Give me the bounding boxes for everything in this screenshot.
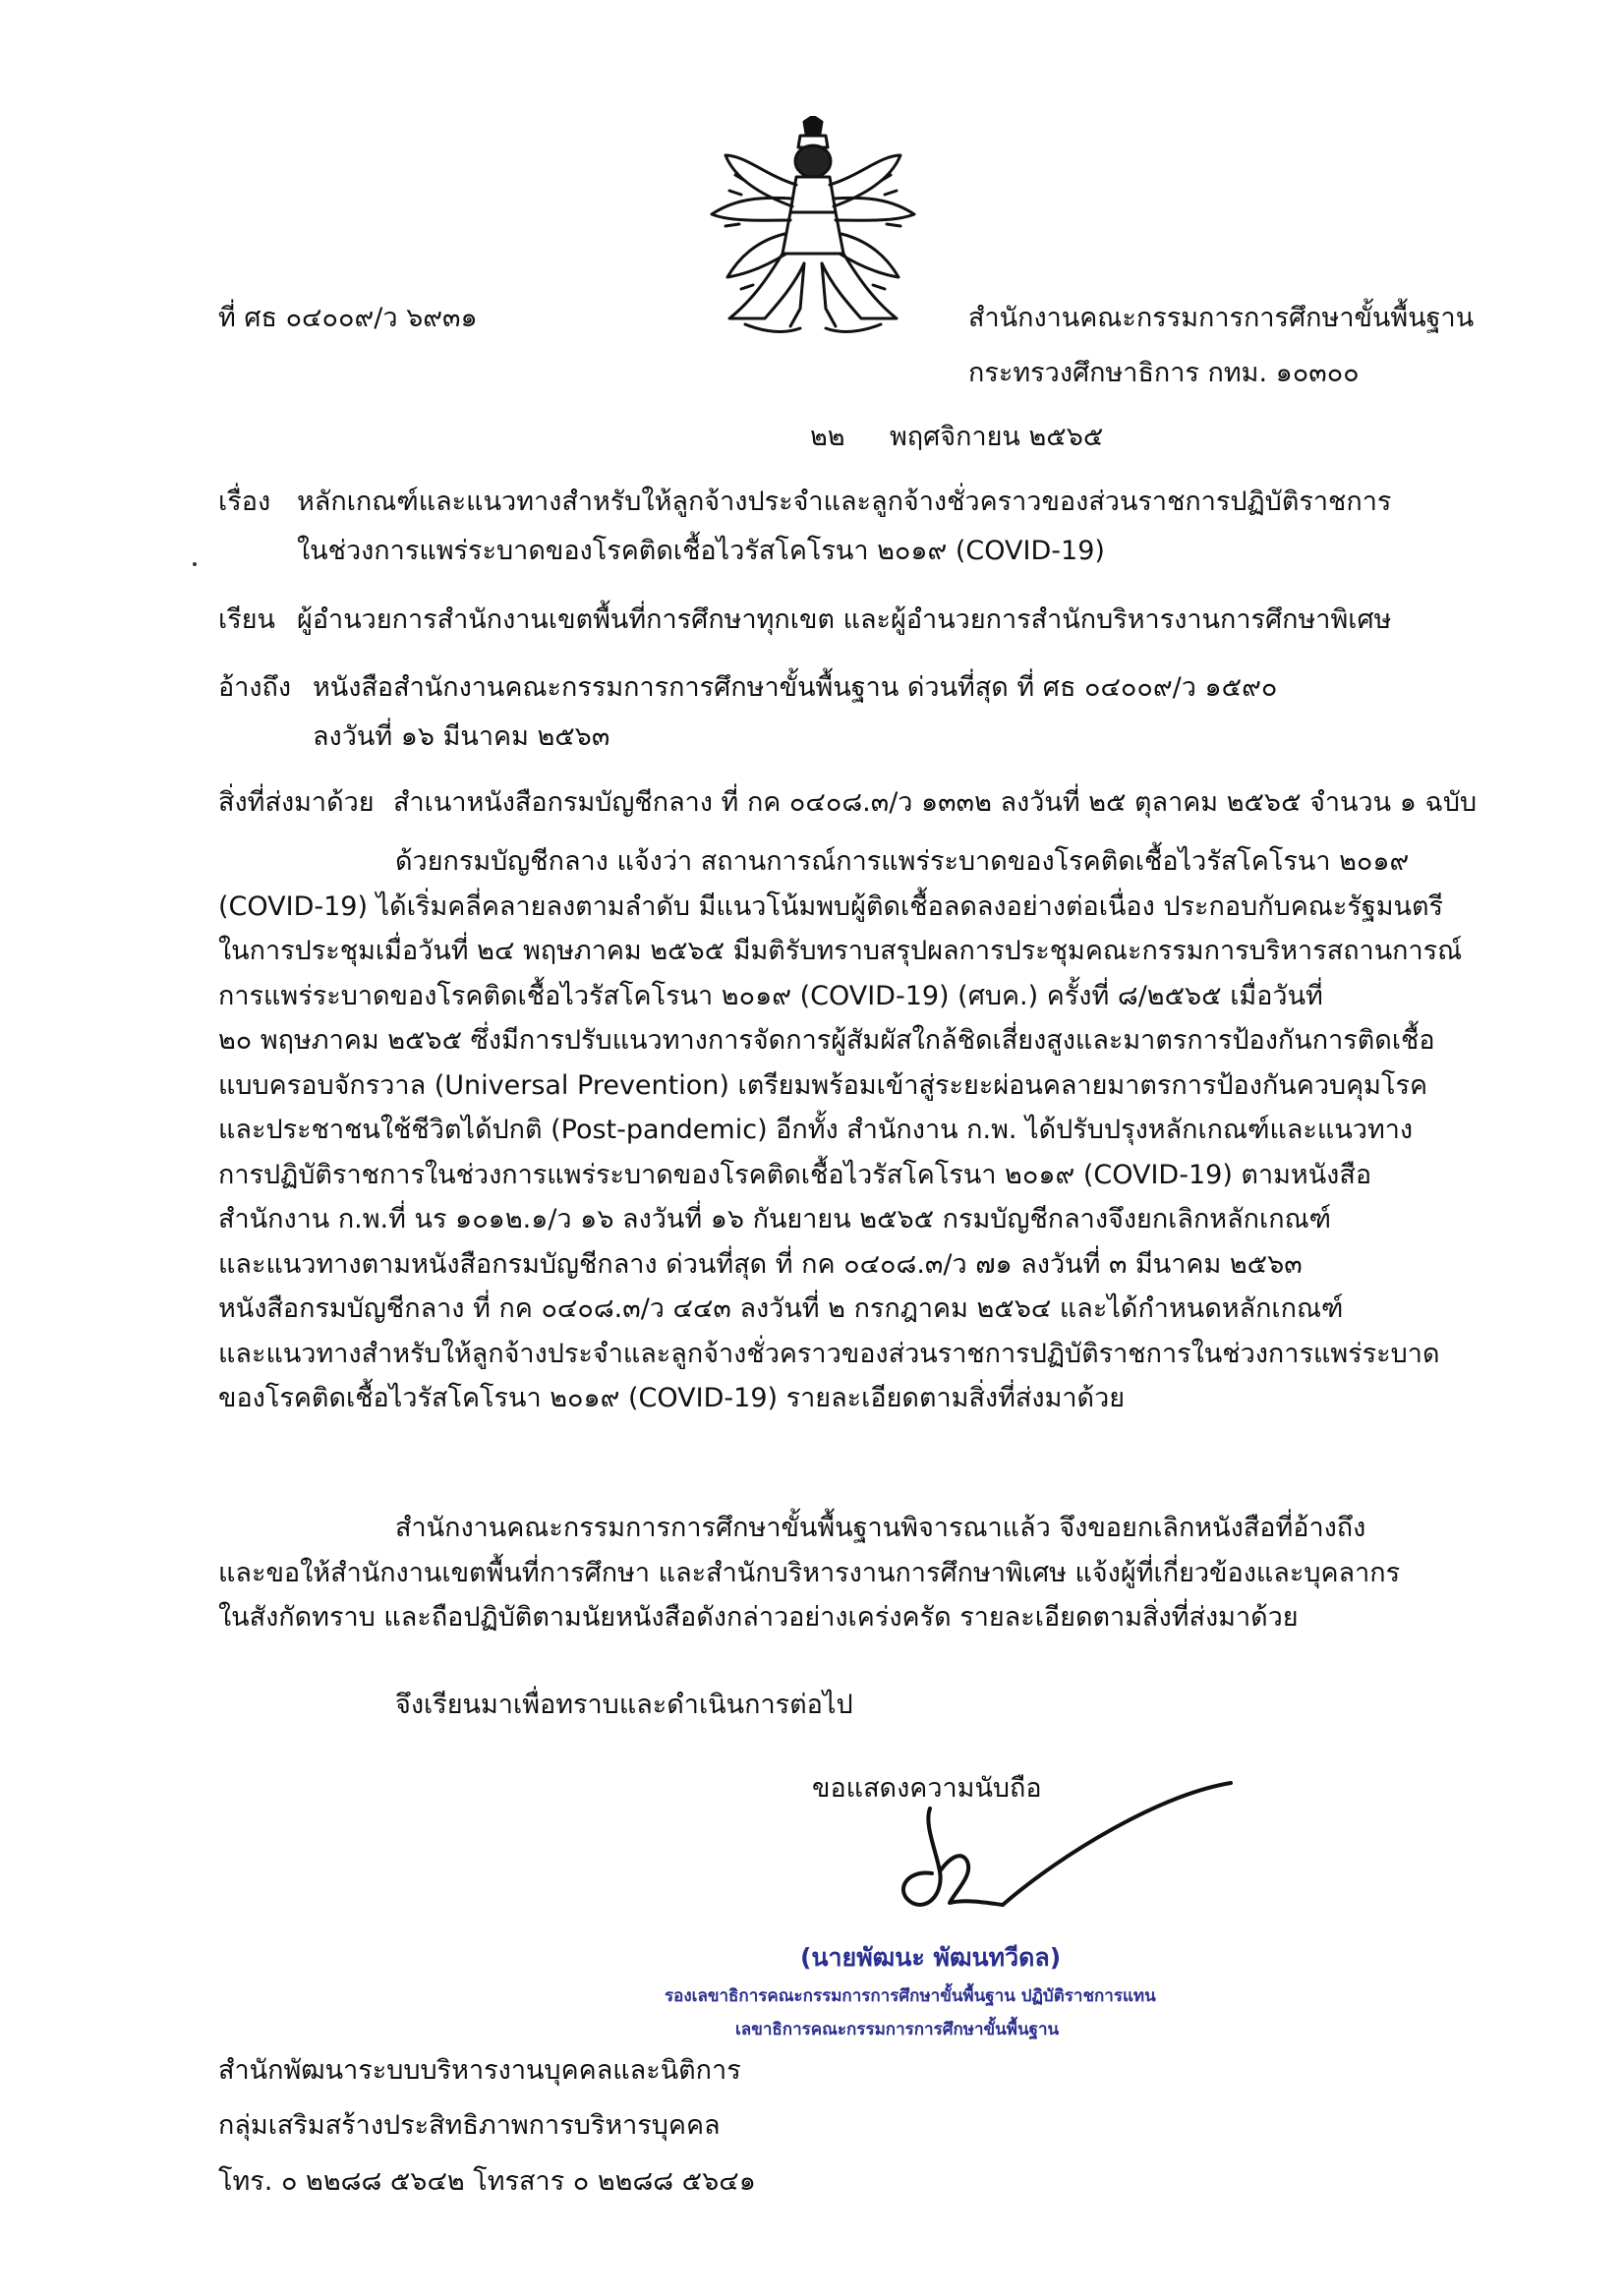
body-line: หนังสือกรมบัญชีกลาง ที่ กค ๐๔๐๘.๓/ว ๔๔๓ ลงวันที่ ๒ กรกฎาคม ๒๕๖๔ และได้กำหนดหลักเกณฑ์ — [218, 1293, 1344, 1324]
subject-line-2: ในช่วงการแพร่ระบาดของโรคติดเชื้อไวรัสโคโรนา ๒๐๑๙ (COVID-19) — [297, 536, 1105, 566]
reference-line-2: ลงวันที่ ๑๖ มีนาคม ๒๕๖๓ — [313, 721, 610, 752]
date-day: ๒๒ — [810, 422, 845, 452]
signatory-position-1: รองเลขาธิการคณะกรรมการการศึกษาขั้นพื้นฐาน ปฏิบัติราชการแทน — [665, 1986, 1156, 2006]
subject-line-1: หลักเกณฑ์และแนวทางสำหรับให้ลูกจ้างประจำและลูกจ้างชั่วคราวของส่วนราชการปฏิบัติราชการ — [297, 487, 1392, 517]
addressee-label: เรียน — [218, 604, 276, 635]
stray-mark — [193, 562, 197, 566]
document-number: ที่ ศธ ๐๔๐๐๙/ว ๖๙๓๑ — [218, 303, 478, 333]
handwritten-signature — [865, 1755, 1239, 1923]
footer-office: สำนักพัฒนาระบบบริหารงานบุคคลและนิติการ — [218, 2055, 741, 2086]
body-line: และขอให้สำนักงานเขตพื้นที่การศึกษา และสำนักบริหารงานการศึกษาพิเศษ แจ้งผู้ที่เกี่ยวข้องและบุคลากร — [218, 1557, 1401, 1588]
enclosure-label: สิ่งที่ส่งมาด้วย — [218, 787, 375, 818]
body-line: การปฏิบัติราชการในช่วงการแพร่ระบาดของโรคติดเชื้อไวรัสโคโรนา ๒๐๑๙ (COVID-19) ตามหนังสือ — [218, 1159, 1372, 1190]
date-month-year: พฤศจิกายน ๒๕๖๕ — [890, 422, 1104, 452]
body-paragraph-1 — [218, 839, 1462, 1421]
issuer-name: สำนักงานคณะกรรมการการศึกษาขั้นพื้นฐาน — [968, 303, 1475, 333]
salutation: ขอแสดงความนับถือ — [812, 1773, 1042, 1804]
addressee-text: ผู้อำนวยการสำนักงานเขตพื้นที่การศึกษาทุกเขต และผู้อำนวยการสำนักบริหารงานการศึกษาพิเศษ — [297, 604, 1392, 635]
closing-sentence: จึงเรียนมาเพื่อทราบและดำเนินการต่อไป — [395, 1690, 853, 1720]
enclosure-text: สำเนาหนังสือกรมบัญชีกลาง ที่ กค ๐๔๐๘.๓/ว ๑๓๓๒ ลงวันที่ ๒๕ ตุลาคม ๒๕๖๕ จำนวน ๑ ฉบับ — [393, 787, 1478, 818]
garuda-emblem-icon — [706, 116, 920, 338]
footer-group: กลุ่มเสริมสร้างประสิทธิภาพการบริหารบุคคล — [218, 2110, 721, 2141]
body-line: ของโรคติดเชื้อไวรัสโคโรนา ๒๐๑๙ (COVID-19) รายละเอียดตามสิ่งที่ส่งมาด้วย — [218, 1383, 1126, 1413]
issuer-address: กระทรวงศึกษาธิการ กทม. ๑๐๓๐๐ — [968, 358, 1360, 388]
signatory-position-2: เลขาธิการคณะกรรมการการศึกษาขั้นพื้นฐาน — [735, 2020, 1060, 2039]
body-line: ๒๐ พฤษภาคม ๒๕๖๕ ซึ่งมีการปรับแนวทางการจัดการผู้สัมผัสใกล้ชิดเสี่ยงสูงและมาตรการป้องกันการติดเชื้อ — [218, 1025, 1435, 1056]
subject-label: เรื่อง — [218, 487, 271, 517]
body-line: สำนักงานคณะกรรมการการศึกษาขั้นพื้นฐานพิจารณาแล้ว จึงขอยกเลิกหนังสือที่อ้างถึง — [395, 1513, 1366, 1543]
body-line: และประชาชนใช้ชีวิตได้ปกติ (Post-pandemic) อีกทั้ง สำนักงาน ก.พ. ได้ปรับปรุงหลักเกณฑ์และแนวทาง — [218, 1115, 1414, 1145]
body-line: สำนักงาน ก.พ.ที่ นร ๑๐๑๒.๑/ว ๑๖ ลงวันที่ ๑๖ กันยายน ๒๕๖๕ กรมบัญชีกลางจึงยกเลิกหลักเกณฑ์ — [218, 1204, 1332, 1234]
body-line: และแนวทางสำหรับให้ลูกจ้างประจำและลูกจ้างชั่วคราวของส่วนราชการปฏิบัติราชการในช่วงการแพร่ระบาด — [218, 1338, 1440, 1369]
reference-label: อ้างถึง — [218, 672, 292, 703]
body-line: ในการประชุมเมื่อวันที่ ๒๔ พฤษภาคม ๒๕๖๕ มีมติรับทราบสรุปผลการประชุมคณะกรรมการบริหารสถานการณ์ — [218, 936, 1463, 966]
footer-contact: โทร. ๐ ๒๒๘๘ ๕๖๔๒ โทรสาร ๐ ๒๒๘๘ ๕๖๔๑ — [218, 2166, 756, 2197]
body-line: (COVID-19) ได้เริ่มคลี่คลายลงตามลำดับ มีแนวโน้มพบผู้ติดเชื้อลดลงอย่างต่อเนื่อง ประกอบกับคณะรัฐมนตรี — [218, 890, 1444, 922]
signatory-name: (นายพัฒนะ พัฒนทวีดล) — [800, 1943, 1062, 1972]
body-line: แบบครอบจักรวาล (Universal Prevention) เตรียมพร้อมเข้าสู่ระยะผ่อนคลายมาตรการป้องกันควบคุมโรค — [218, 1069, 1428, 1101]
body-line: และแนวทางตามหนังสือกรมบัญชีกลาง ด่วนที่สุด ที่ กค ๐๔๐๘.๓/ว ๗๑ ลงวันที่ ๓ มีนาคม ๒๕๖๓ — [218, 1248, 1303, 1280]
reference-line-1: หนังสือสำนักงานคณะกรรมการการศึกษาขั้นพื้นฐาน ด่วนที่สุด ที่ ศธ ๐๔๐๐๙/ว ๑๕๙๐ — [313, 672, 1278, 703]
body-line: ในสังกัดทราบ และถือปฏิบัติตามนัยหนังสือดังกล่าวอย่างเคร่งครัด รายละเอียดตามสิ่งที่ส่งมาด้วย — [218, 1602, 1299, 1633]
body-line: ด้วยกรมบัญชีกลาง แจ้งว่า สถานการณ์การแพร่ระบาดของโรคติดเชื้อไวรัสโคโรนา ๒๐๑๙ — [395, 846, 1410, 877]
body-line: การแพร่ระบาดของโรคติดเชื้อไวรัสโคโรนา ๒๐๑๙ (COVID-19) (ศบค.) ครั้งที่ ๘/๒๕๖๕ เมื่อวันที่ — [218, 980, 1323, 1011]
body-paragraph-2 — [218, 1506, 1400, 1640]
